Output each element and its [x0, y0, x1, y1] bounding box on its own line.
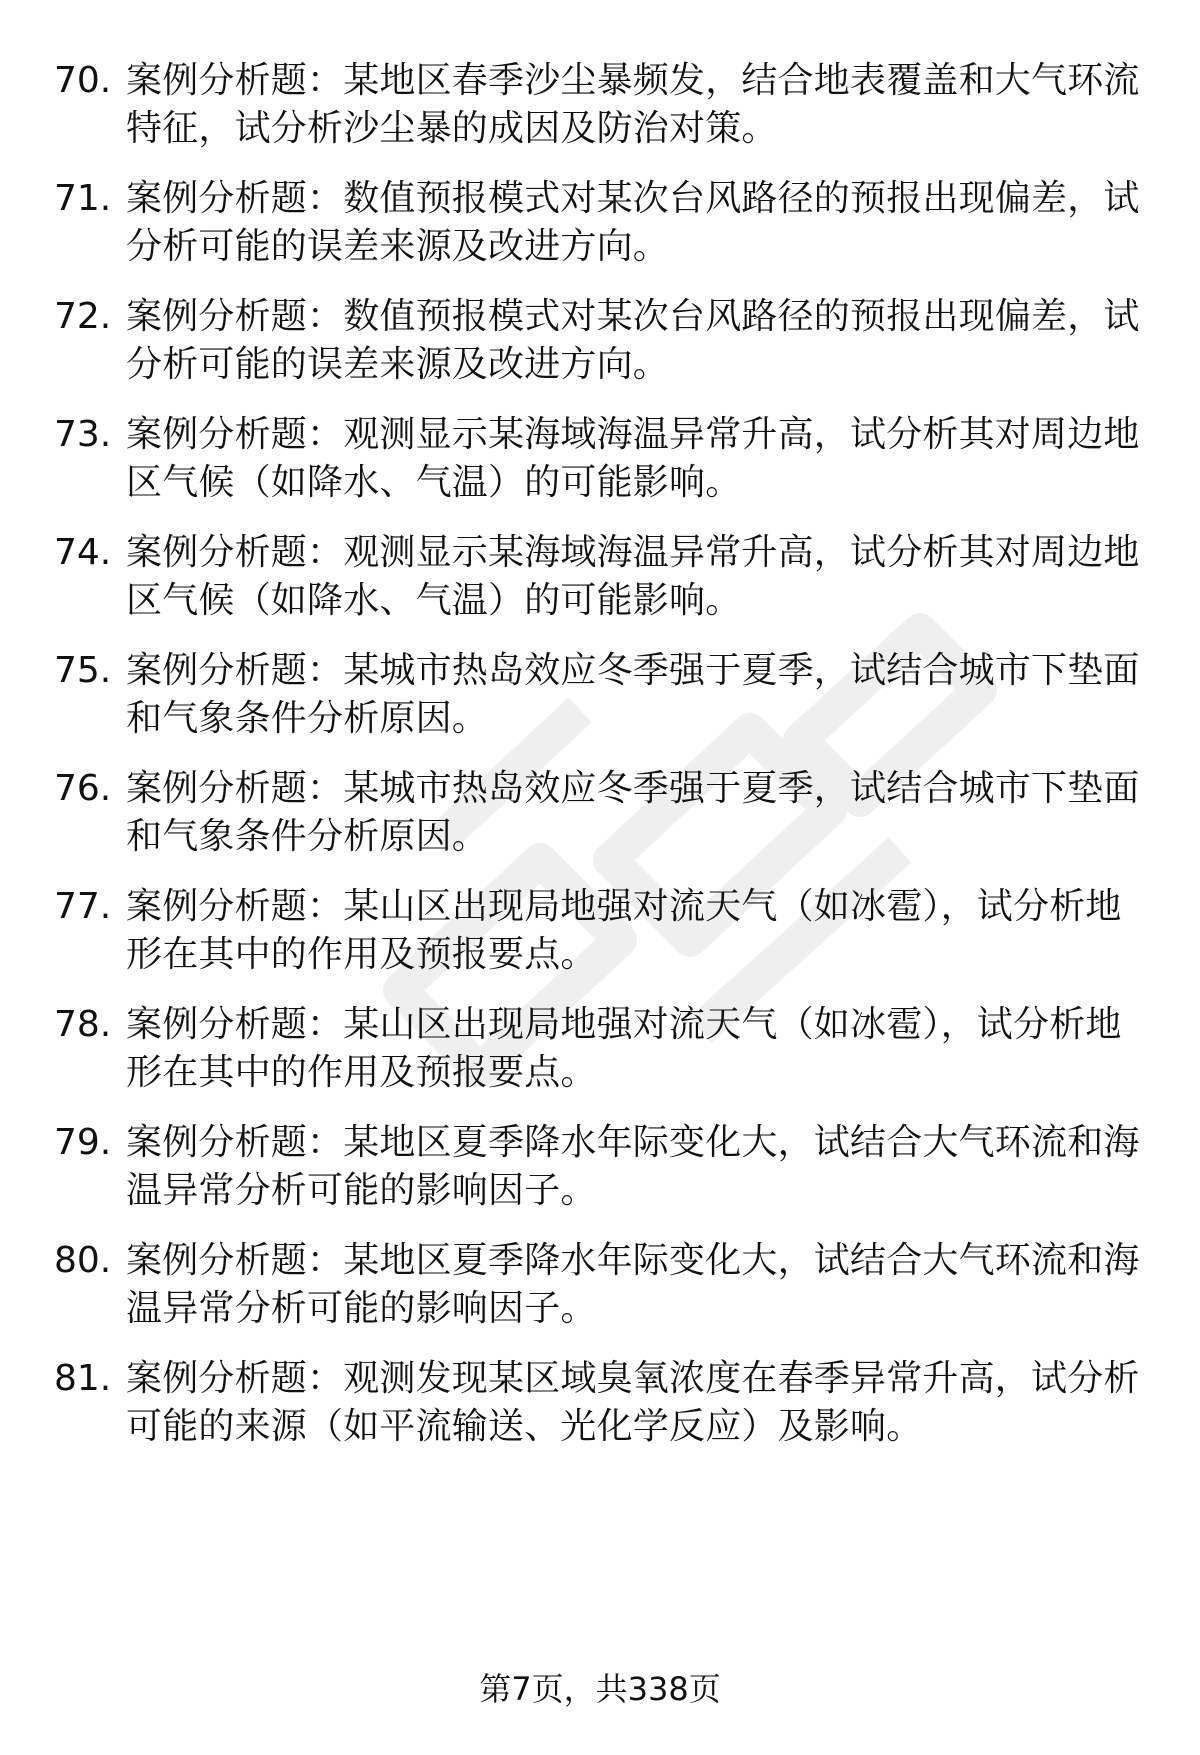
question-text: 案例分析题：某城市热岛效应冬季强于夏季，试结合城市下垫面和气象条件分析原因。	[126, 650, 1140, 739]
list-item	[0, 647, 1200, 767]
question-text: 案例分析题：观测发现某区域臭氧浓度在春季异常升高，试分析可能的来源（如平流输送、光化学反应）及影响。	[126, 1358, 1140, 1447]
question-text: 案例分析题：某地区夏季降水年际变化大，试结合大气环流和海温异常分析可能的影响因子。	[126, 1122, 1140, 1211]
question-text: 案例分析题：某城市热岛效应冬季强于夏季，试结合城市下垫面和气象条件分析原因。	[126, 768, 1140, 857]
question-number: 78.	[54, 1004, 112, 1045]
list-item	[0, 883, 1200, 1003]
list-item	[0, 293, 1200, 413]
question-number: 79.	[54, 1122, 112, 1163]
list-item	[0, 411, 1200, 531]
list-item	[0, 765, 1200, 885]
question-number: 76.	[54, 768, 112, 809]
list-item	[0, 57, 1200, 177]
list-item	[0, 1237, 1200, 1357]
question-text: 案例分析题：观测显示某海域海温异常升高，试分析其对周边地区气候（如降水、气温）的可能影响。	[126, 414, 1140, 503]
list-item	[0, 1001, 1200, 1121]
question-number: 75.	[54, 650, 112, 691]
question-text: 案例分析题：某地区夏季降水年际变化大，试结合大气环流和海温异常分析可能的影响因子。	[126, 1240, 1140, 1329]
list-item	[0, 529, 1200, 649]
question-text: 案例分析题：观测显示某海域海温异常升高，试分析其对周边地区气候（如降水、气温）的可能影响。	[126, 532, 1140, 621]
page-number-footer: 第7页，共338页	[479, 1670, 721, 1708]
question-number: 77.	[54, 886, 112, 927]
question-number: 70.	[54, 60, 112, 101]
question-number: 71.	[54, 178, 112, 219]
question-number: 80.	[54, 1240, 112, 1281]
question-text: 案例分析题：数值预报模式对某次台风路径的预报出现偏差，试分析可能的误差来源及改进方向。	[126, 178, 1140, 267]
question-text: 案例分析题：数值预报模式对某次台风路径的预报出现偏差，试分析可能的误差来源及改进方向。	[126, 296, 1140, 385]
question-number: 81.	[54, 1358, 112, 1399]
list-item	[0, 175, 1200, 295]
question-number: 74.	[54, 532, 112, 573]
question-text: 案例分析题：某山区出现局地强对流天气（如冰雹），试分析地形在其中的作用及预报要点。	[126, 886, 1122, 975]
question-number: 72.	[54, 296, 112, 337]
list-item	[0, 1119, 1200, 1239]
question-number: 73.	[54, 414, 112, 455]
question-text: 案例分析题：某地区春季沙尘暴频发，结合地表覆盖和大气环流特征，试分析沙尘暴的成因及防治对策。	[126, 60, 1140, 149]
question-text: 案例分析题：某山区出现局地强对流天气（如冰雹），试分析地形在其中的作用及预报要点。	[126, 1004, 1122, 1093]
list-item	[0, 1355, 1200, 1475]
